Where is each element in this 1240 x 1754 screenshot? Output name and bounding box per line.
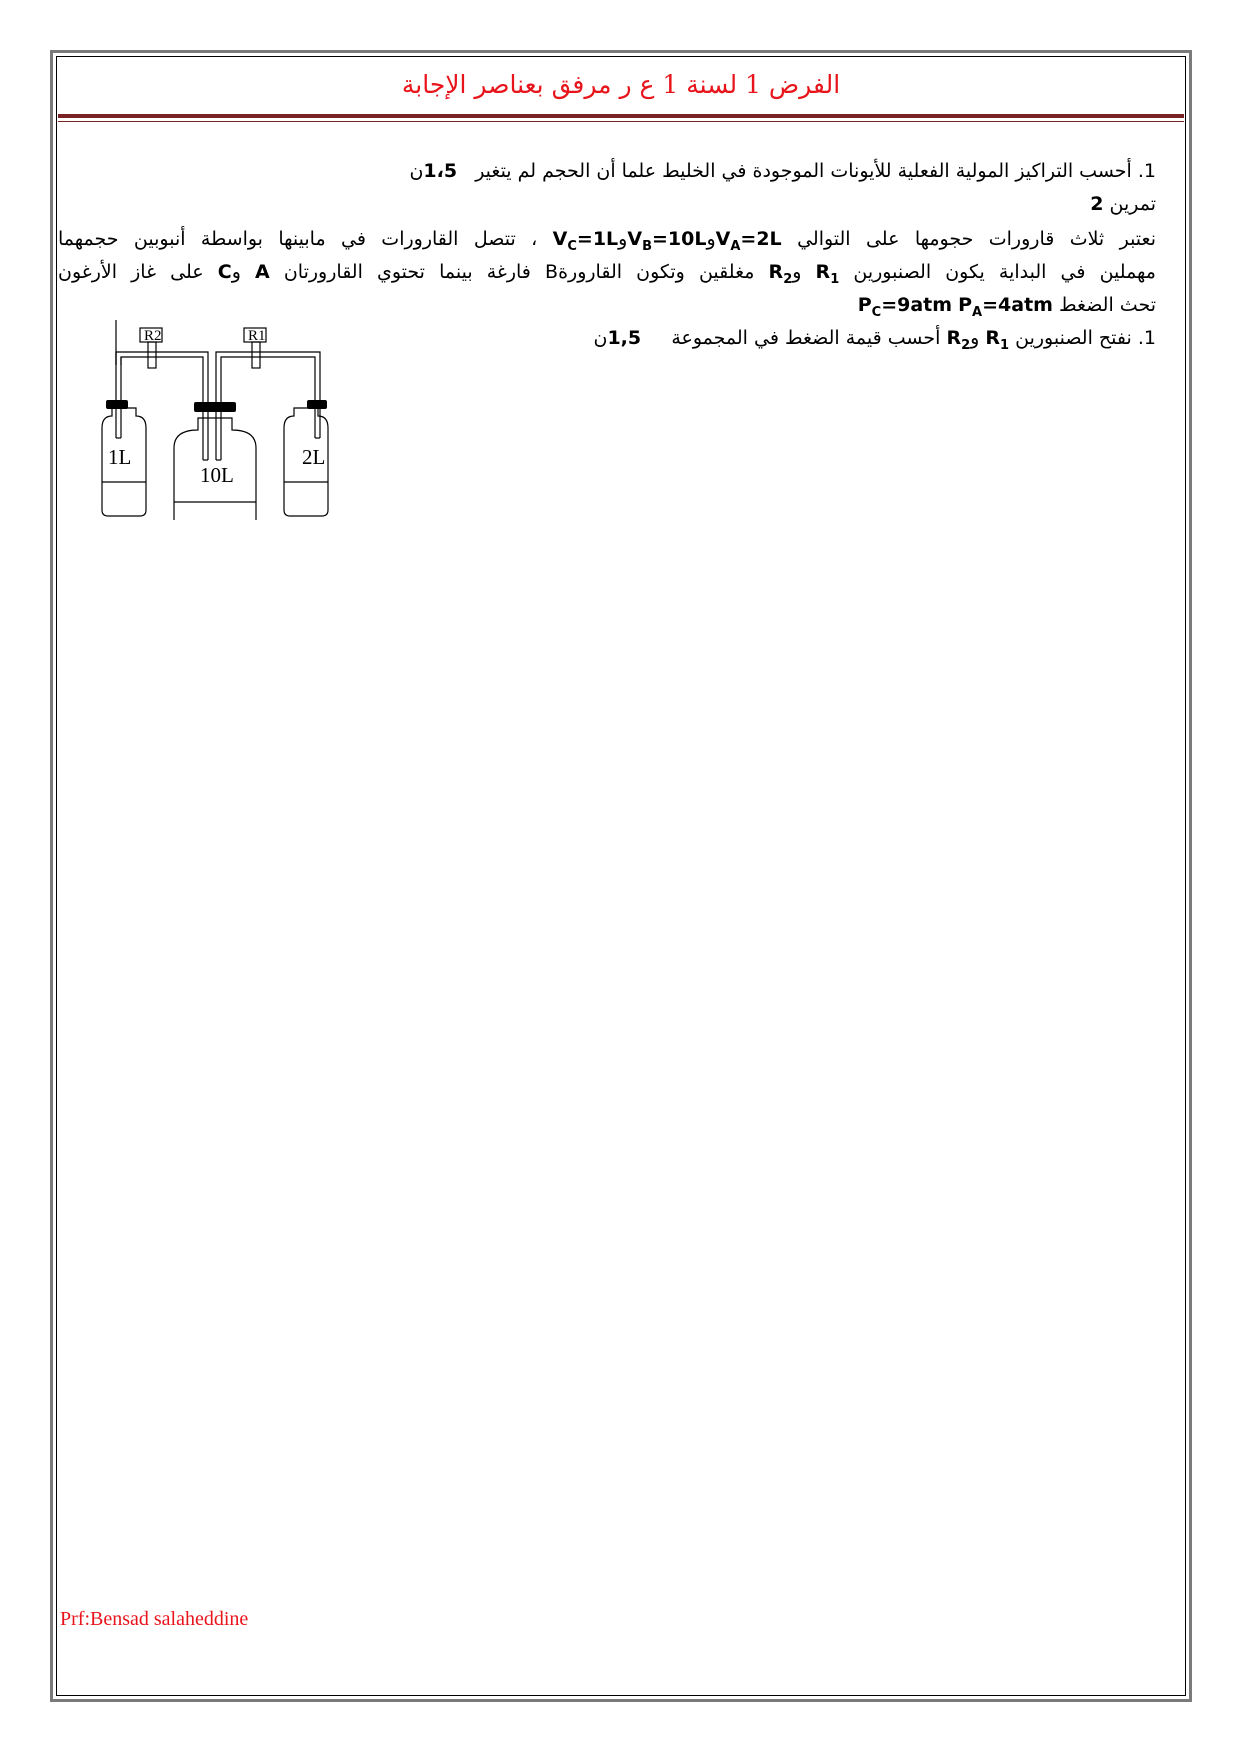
valve-r1-label: $R_1$ <box>985 327 1010 353</box>
question-number: 1. <box>1137 160 1156 182</box>
valves-intro: مهملين في البداية يكون الصنبورين <box>853 261 1156 283</box>
question-text: نفتح الصنبورين <box>1015 327 1132 349</box>
flask-a-label: A <box>255 261 270 283</box>
paragraph-line-1 <box>58 228 1156 254</box>
points-value: 1،5 <box>423 160 458 182</box>
valve-r2-label: $R_2$ <box>768 261 793 287</box>
flask-state-text: مغلقين وتكون القارورةB فارغة بينما تحتوي القارورتان <box>283 261 755 283</box>
stopper-left <box>106 400 128 409</box>
question-text: أحسب التراكيز المولية الفعلية للأيونات الموجودة في الخليط علما أن الحجم لم يتغير <box>475 160 1132 182</box>
valve-r2-label: $R_2$ <box>946 327 971 353</box>
flask-c-label: C <box>217 261 232 283</box>
question-text-2: أحسب قيمة الضغط في المجموعة <box>671 327 941 349</box>
volumes-intro: نعتبر ثلاث قارورات حجومها على التوالي <box>797 228 1156 250</box>
stopper-middle <box>194 402 236 412</box>
exercise-heading <box>1090 193 1156 215</box>
and-word: و <box>618 228 628 250</box>
valve-r2-text: R2 <box>144 328 162 344</box>
and-word: و <box>706 228 716 250</box>
valve-r1-text: R1 <box>248 328 266 344</box>
valve-r1-label: $R_1$ <box>815 261 840 287</box>
connection-text: ، تتصل القارورات في مابينها بواسطة أنبوبين حجمهما <box>58 228 538 250</box>
pressure-intro: تحث الضغط <box>1059 294 1156 316</box>
title-divider-thin <box>58 121 1184 122</box>
question-number: 1. <box>1137 327 1156 349</box>
stopper-right <box>307 400 327 409</box>
and-word: و <box>792 261 802 283</box>
page-title: الفرض 1 لسنة 1 ع ر مرفق بعناصر الإجابة <box>401 70 841 99</box>
title-divider <box>58 114 1184 118</box>
question-2 <box>593 327 1156 353</box>
volume-b: $V_B=10L$ <box>627 228 707 254</box>
flasks-diagram <box>90 320 330 520</box>
flask-right-volume: 2L <box>302 445 326 469</box>
points-unit: ن <box>593 327 608 349</box>
points-value: 1,5 <box>607 327 642 349</box>
pressure-a: $P_A=4atm$ <box>958 294 1053 320</box>
points-unit: ن <box>409 160 424 182</box>
volume-c: $V_C=1L$ <box>552 228 619 254</box>
exercise-number: 2 <box>1090 193 1104 215</box>
paragraph-line-3 <box>858 294 1156 320</box>
flask-middle-volume: 10L <box>200 463 234 487</box>
question-1 <box>409 160 1156 182</box>
pressure-c: $P_C=9atm$ <box>857 294 953 320</box>
flask-left-volume: 1L <box>108 445 132 469</box>
paragraph-line-2 <box>58 261 1156 287</box>
argon-text: على غاز الأرغون <box>58 261 204 283</box>
author-footer: Prf:Bensad salaheddine <box>60 1608 249 1630</box>
and-word: و <box>970 327 980 349</box>
volume-a: $V_A=2L$ <box>715 228 782 254</box>
exercise-label: تمرين <box>1109 193 1156 215</box>
and-word: و <box>231 261 241 283</box>
